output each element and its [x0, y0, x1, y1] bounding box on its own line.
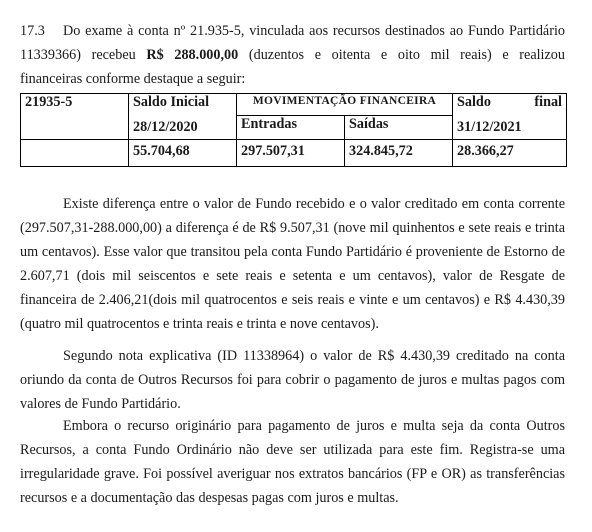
saidas-value: 324.845,72	[345, 140, 453, 167]
saldo-final-header	[453, 94, 567, 140]
account-number-cell: 21935-5	[21, 94, 129, 140]
intro-line-3: financeiras conforme destaque a seguir:	[20, 71, 246, 87]
entradas-value: 297.507,31	[237, 140, 345, 167]
text-line: irregularidade grave. Foi possível averiguar nos extratos bancários (FP e OR) as transferências	[20, 466, 565, 482]
account-blank-cell	[21, 140, 129, 167]
paragraph-explanatory-note	[20, 344, 565, 416]
saldo-inicial-header	[129, 94, 237, 140]
entradas-header: Entradas	[237, 116, 345, 140]
saidas-header: Saídas	[345, 116, 453, 140]
saldo-inicial-value: 55.704,68	[129, 140, 237, 167]
intro-line-2	[20, 43, 565, 67]
saldo-final-date: 31/12/2021	[457, 119, 522, 135]
saldo-inicial-date: 28/12/2020	[133, 119, 198, 135]
movimentacao-header: MOVIMENTAÇÃO FINANCEIRA	[237, 94, 453, 116]
text-line: (quatro mil quatrocentos e trinta reais e trinta e nove centavos).	[20, 316, 379, 332]
intro-line-1	[20, 19, 565, 43]
paragraph-irregularity	[20, 414, 565, 510]
text-line: Existe diferença entre o valor de Fundo recebido e o valor creditado em conta corrente	[63, 196, 565, 212]
intro-line-1-text: Do exame à conta nº 21.935-5, vinculada aos recursos destinados ao Fundo Partidário	[63, 23, 565, 39]
saldo-final-label-b: final	[534, 94, 562, 110]
saldo-final-label	[457, 94, 562, 111]
text-line: Recursos, a conta Fundo Ordinário não deve ser utilizada para este fim. Registra-se uma	[20, 442, 565, 458]
saldo-final-value: 28.366,27	[453, 140, 567, 167]
paragraph-difference	[20, 192, 565, 336]
text-line: um centavos). Esse valor que transitou pela conta Fundo Partidário é proveniente de Estorno de	[20, 244, 565, 260]
saldo-inicial-label: Saldo Inicial	[133, 94, 210, 110]
text-line: recursos e a documentação das despesas pagas com juros e multas.	[20, 490, 399, 506]
intro-line-2-a: 11339366) recebeu	[20, 47, 147, 63]
text-line: valores de Fundo Partidário.	[20, 396, 181, 412]
section-number: 17.3	[20, 23, 45, 39]
text-line: (297.507,31-288.000,00) a diferença é de R$ 9.507,31 (nove mil quinhentos e sete reais e trinta	[20, 220, 565, 236]
intro-line-2-b: (duzentos e oitenta e oito mil reais) e realizou	[248, 47, 565, 63]
intro-paragraph	[20, 19, 565, 91]
text-line: oriundo da conta de Outros Recursos foi para cobrir o pagamento de juros e multas pagos com	[20, 372, 565, 388]
text-line: Segundo nota explicativa (ID 11338964) o valor de R$ 4.430,39 creditado na conta	[63, 348, 565, 364]
saldo-final-label-a: Saldo	[457, 94, 491, 110]
financial-movement-table	[20, 93, 567, 167]
text-line: Embora o recurso originário para pagamento de juros e multa seja da conta Outros	[63, 418, 565, 434]
received-amount: R$ 288.000,00	[146, 47, 239, 63]
text-line: 2.607,71 (dois mil seiscentos e sete reais e setenta e um centavos), valor de Resgate de	[20, 268, 565, 284]
text-line: financeira de 2.406,21(dois mil quatrocentos e seis reais e vinte e um centavos) e R$ 4.430,39	[20, 292, 565, 308]
